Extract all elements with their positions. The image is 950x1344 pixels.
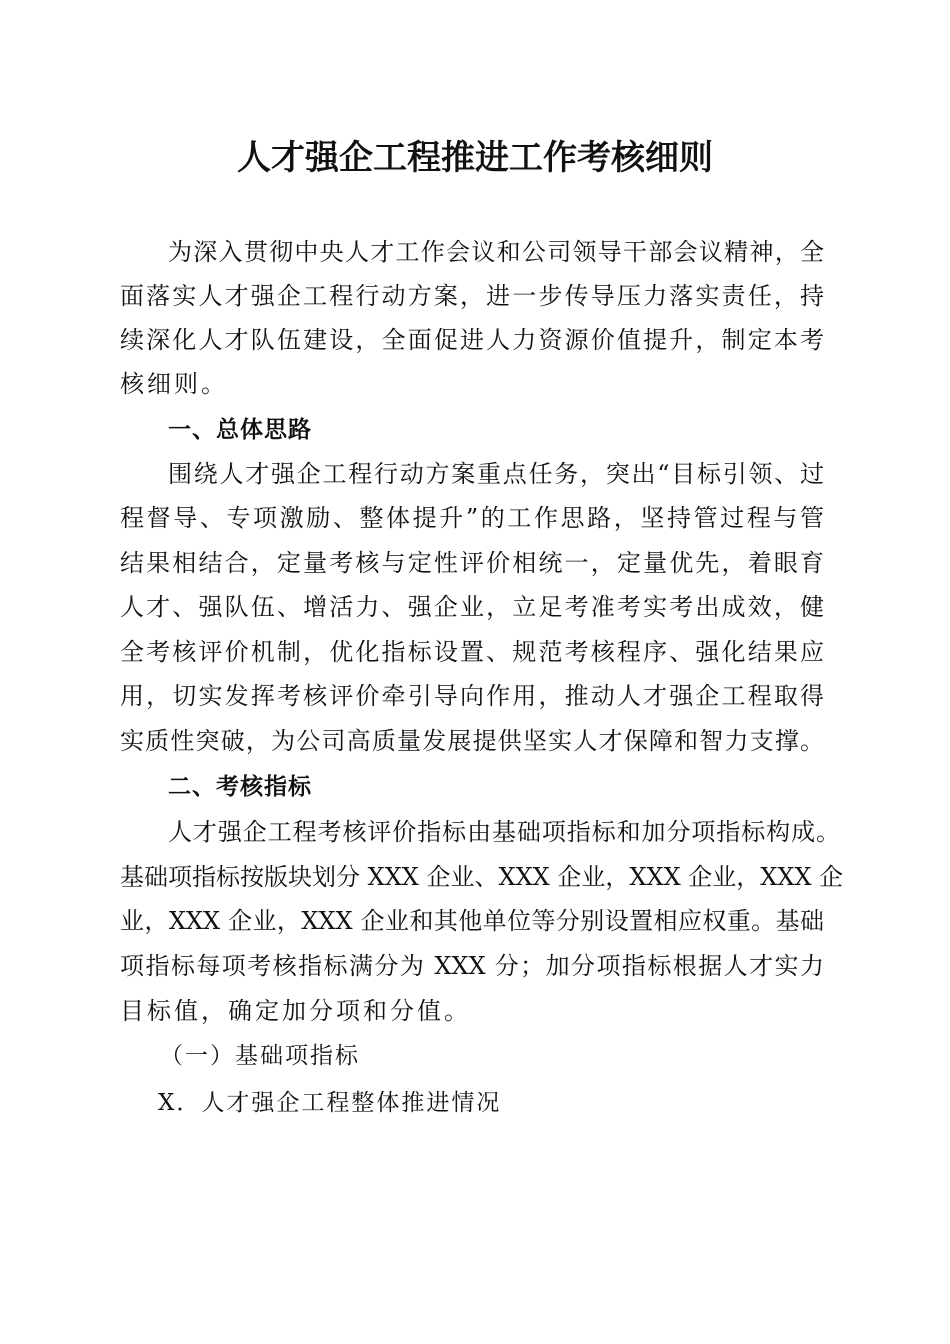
section1-line-4: 人才、强队伍、增活力、强企业，立足考准考实考出成效，健 <box>120 593 824 621</box>
section1-line-2: 程督导、专项激励、整体提升”的工作思路，坚持管过程与管 <box>120 504 824 532</box>
subsection-heading: （一）基础项指标 <box>160 1043 360 1069</box>
section2-line-5: 目标值，确定加分项和分值。 <box>120 997 471 1025</box>
section1-line-7: 实质性突破，为公司高质量发展提供坚实人才保障和智力支撑。 <box>120 727 824 755</box>
intro-line-2: 面落实人才强企工程行动方案，进一步传导压力落实责任，持 <box>120 282 824 310</box>
section1-line-1: 围绕人才强企工程行动方案重点任务，突出“目标引领、过 <box>168 460 824 488</box>
section1-heading: 一、总体思路 <box>168 417 312 443</box>
section2-heading: 二、考核指标 <box>168 774 312 800</box>
section2-line-2: 基础项指标按版块划分 XXX 企业、XXX 企业，XXX 企业，XXX 企 <box>120 863 844 891</box>
section2-line-3: 业，XXX 企业，XXX 企业和其他单位等分别设置相应权重。基础 <box>120 907 824 935</box>
section2-line-4: 项指标每项考核指标满分为 XXX 分；加分项指标根据人才实力 <box>120 952 824 980</box>
section1-line-3: 结果相结合，定量考核与定性评价相统一，定量优先，着眼育 <box>120 549 824 577</box>
document-title: 人才强企工程推进工作考核细则 <box>237 138 713 178</box>
item-line: X．人才强企工程整体推进情况 <box>158 1090 502 1116</box>
intro-line-1: 为深入贯彻中央人才工作会议和公司领导干部会议精神，全 <box>168 238 824 266</box>
intro-line-3: 续深化人才队伍建设，全面促进人力资源价值提升，制定本考 <box>120 326 824 354</box>
section1-line-5: 全考核评价机制，优化指标设置、规范考核程序、强化结果应 <box>120 638 824 666</box>
section1-line-6: 用，切实发挥考核评价牵引导向作用，推动人才强企工程取得 <box>120 682 824 710</box>
intro-line-4: 核细则。 <box>120 370 228 398</box>
section2-line-1: 人才强企工程考核评价指标由基础项指标和加分项指标构成。 <box>168 818 840 846</box>
